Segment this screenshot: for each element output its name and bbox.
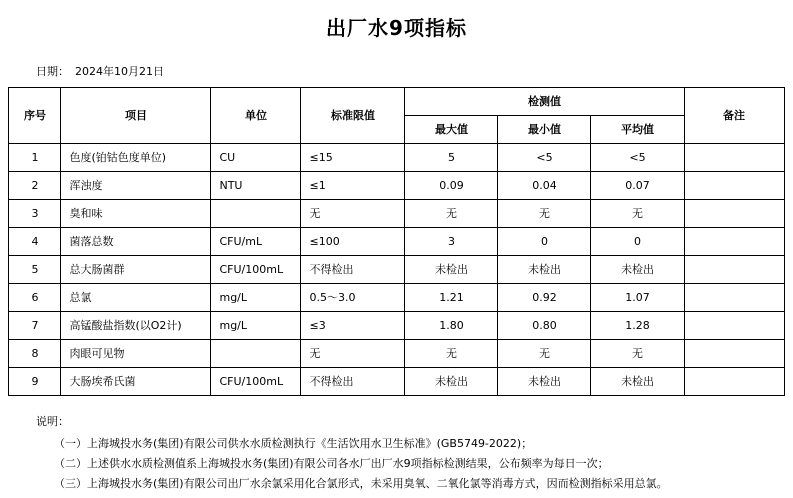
cell-limit: 无 (301, 340, 405, 368)
cell-limit: 0.5～3.0 (301, 284, 405, 312)
table-row (9, 172, 784, 200)
cell-unit: NTU (211, 172, 301, 200)
cell-remark (684, 144, 784, 172)
note-line-3: （三）上海城投水务(集团)有限公司出厂水余氯采用化合氯形式，未采用臭氧、二氧化氯等消毒方式，因而检测指标采用总氯。 (54, 477, 668, 490)
cell-remark (684, 340, 784, 368)
cell-max: 无 (405, 340, 498, 368)
table-row (9, 312, 784, 340)
cell-max: 5 (405, 144, 498, 172)
header-avg: 平均值 (591, 116, 684, 144)
cell-no: 4 (9, 228, 61, 256)
cell-remark (684, 172, 784, 200)
notes-section (36, 412, 793, 494)
table-row (9, 284, 784, 312)
cell-item: 浑浊度 (61, 172, 211, 200)
cell-max: 未检出 (405, 368, 498, 396)
cell-item: 大肠埃希氏菌 (61, 368, 211, 396)
cell-no: 6 (9, 284, 61, 312)
date-line (36, 63, 793, 79)
page-title: 出厂水9项指标 (326, 16, 467, 40)
cell-remark (684, 200, 784, 228)
cell-max: 未检出 (405, 256, 498, 284)
cell-no: 3 (9, 200, 61, 228)
water-quality-table (8, 87, 784, 396)
cell-limit: 无 (301, 200, 405, 228)
cell-item: 总大肠菌群 (61, 256, 211, 284)
cell-min: 无 (498, 340, 591, 368)
header-item: 项目 (61, 88, 211, 144)
table-row (9, 256, 784, 284)
cell-limit: ≤15 (301, 144, 405, 172)
cell-unit (211, 200, 301, 228)
cell-remark (684, 256, 784, 284)
table-row (9, 200, 784, 228)
header-remark: 备注 (684, 88, 784, 144)
cell-unit: CFU/mL (211, 228, 301, 256)
cell-item: 总氯 (61, 284, 211, 312)
cell-unit: CFU/100mL (211, 368, 301, 396)
cell-unit: mg/L (211, 284, 301, 312)
table-header-row-1 (9, 88, 784, 116)
table-row (9, 228, 784, 256)
cell-min: <5 (498, 144, 591, 172)
cell-item: 高锰酸盐指数(以O2计) (61, 312, 211, 340)
cell-no: 2 (9, 172, 61, 200)
cell-avg: 未检出 (591, 256, 684, 284)
cell-max: 无 (405, 200, 498, 228)
cell-remark (684, 368, 784, 396)
cell-avg: <5 (591, 144, 684, 172)
date-value: 2024年10月21日 (75, 65, 164, 78)
cell-item: 肉眼可见物 (61, 340, 211, 368)
cell-unit: mg/L (211, 312, 301, 340)
notes-title: 说明： (36, 415, 69, 428)
cell-avg: 0 (591, 228, 684, 256)
cell-limit: ≤1 (301, 172, 405, 200)
cell-no: 7 (9, 312, 61, 340)
header-measured-group: 检测值 (405, 88, 684, 116)
cell-min: 0.80 (498, 312, 591, 340)
document-page (0, 12, 793, 498)
cell-unit (211, 340, 301, 368)
cell-min: 0 (498, 228, 591, 256)
cell-min: 0.04 (498, 172, 591, 200)
cell-max: 3 (405, 228, 498, 256)
cell-remark (684, 228, 784, 256)
cell-max: 0.09 (405, 172, 498, 200)
cell-avg: 0.07 (591, 172, 684, 200)
header-unit: 单位 (211, 88, 301, 144)
cell-max: 1.80 (405, 312, 498, 340)
header-min: 最小值 (498, 116, 591, 144)
cell-no: 9 (9, 368, 61, 396)
date-label: 日期： (36, 65, 69, 78)
cell-unit: CFU/100mL (211, 256, 301, 284)
cell-min: 未检出 (498, 256, 591, 284)
cell-max: 1.21 (405, 284, 498, 312)
note-line-1: （一）上海城投水务(集团)有限公司供水水质检测执行《生活饮用水卫生标准》(GB5749-2022)； (54, 437, 533, 450)
cell-item: 色度(铂钴色度单位) (61, 144, 211, 172)
cell-limit: ≤100 (301, 228, 405, 256)
cell-avg: 1.28 (591, 312, 684, 340)
table-row (9, 144, 784, 172)
cell-avg: 1.07 (591, 284, 684, 312)
cell-no: 5 (9, 256, 61, 284)
cell-remark (684, 284, 784, 312)
cell-avg: 未检出 (591, 368, 684, 396)
table-row (9, 340, 784, 368)
cell-limit: 不得检出 (301, 256, 405, 284)
header-limit: 标准限值 (301, 88, 405, 144)
cell-min: 无 (498, 200, 591, 228)
cell-unit: CU (211, 144, 301, 172)
cell-min: 未检出 (498, 368, 591, 396)
table-header (9, 88, 784, 144)
cell-avg: 无 (591, 200, 684, 228)
cell-item: 臭和味 (61, 200, 211, 228)
table-body (9, 144, 784, 396)
cell-no: 1 (9, 144, 61, 172)
cell-avg: 无 (591, 340, 684, 368)
cell-limit: 不得检出 (301, 368, 405, 396)
cell-remark (684, 312, 784, 340)
cell-no: 8 (9, 340, 61, 368)
note-line-2: （二）上述供水水质检测值系上海城投水务(集团)有限公司各水厂出厂水9项指标检测结果，公布频率为每日一次； (54, 457, 609, 470)
table-row (9, 368, 784, 396)
cell-item: 菌落总数 (61, 228, 211, 256)
header-no: 序号 (9, 88, 61, 144)
cell-limit: ≤3 (301, 312, 405, 340)
header-max: 最大值 (405, 116, 498, 144)
cell-min: 0.92 (498, 284, 591, 312)
